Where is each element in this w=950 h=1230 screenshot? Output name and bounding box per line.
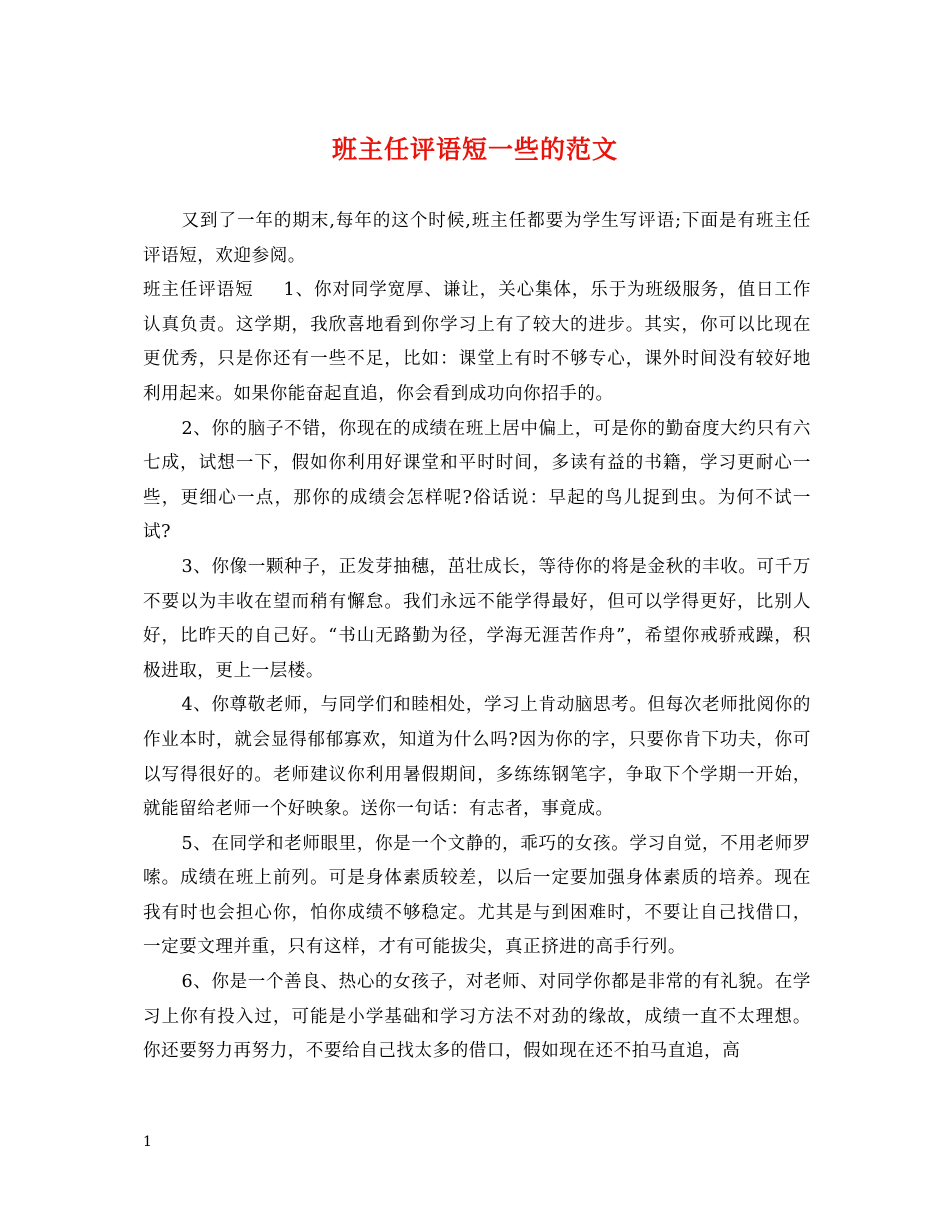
comment-text-1: 1、你对同学宽厚、谦让，关心集体，乐于为班级服务，值日工作认真负责。这学期，我欣喜地看到你学习上有了较大的进步。其实，你可以比现在更优秀，只是你还有一些不足，比如：课堂上有时不够专心，课外时间没有较好地利用起来。如果你能奋起直追，你会看到成功向你招手的。 xyxy=(143,280,811,404)
comment-paragraph-4: 4、你尊敬老师，与同学们和睦相处，学习上肯动脑思考。但每次老师批阅你的作业本时，就会显得郁郁寡欢，知道为什么吗?因为你的字，只要你肯下功夫，你可以写得很好的。老师建议你利用暑假期间，多练练钢笔字，争取下个学期一开始，就能留给老师一个好映象。送你一句话：有志者，事竟成。 xyxy=(143,695,811,820)
comment-paragraph-6: 6、你是一个善良、热心的女孩子，对老师、对同学你都是非常的有礼貌。在学习上你有投入过，可能是小学基础和学习方法不对劲的缘故，成绩一直不太理想。你还要努力再努力，不要给自己找太多的借口，假如现在还不拍马直追，高 xyxy=(143,972,811,1062)
intro-paragraph: 又到了一年的期末,每年的这个时候,班主任都要为学生写评语;下面是有班主任评语短，欢迎参阅。 xyxy=(143,211,811,266)
page-number: 1 xyxy=(143,1134,152,1150)
comment-paragraph-1 xyxy=(143,273,811,411)
comment-paragraph-3: 3、你像一颗种子，正发芽抽穗，茁壮成长，等待你的将是金秋的丰收。可千万不要以为丰收在望而稍有懈怠。我们永远不能学得最好，但可以学得更好，比别人好，比昨天的自己好。“书山无路勤为径，学海无涯苦作舟”，希望你戒骄戒躁，积极进取，更上一层楼。 xyxy=(143,556,811,681)
comment-paragraph-5: 5、在同学和老师眼里，你是一个文静的，乖巧的女孩。学习自觉，不用老师罗嗦。成绩在班上前列。可是身体素质较差，以后一定要加强身体素质的培养。现在我有时也会担心你，怕你成绩不够稳定。尤其是与到困难时，不要让自己找借口，一定要文理并重，只有这样，才有可能拔尖，真正挤进的高手行列。 xyxy=(143,833,811,958)
comment-paragraph-2: 2、你的脑子不错，你现在的成绩在班上居中偏上，可是你的勤奋度大约只有六七成，试想一下，假如你利用好课堂和平时时间，多读有益的书籍，学习更耐心一些，更细心一点，那你的成绩会怎样呢?俗话说：早起的鸟儿捉到虫。为何不试一试? xyxy=(143,418,811,543)
document-body xyxy=(143,204,811,1069)
document-title: 班主任评语短一些的范文 xyxy=(331,135,618,164)
section-label: 班主任评语短 xyxy=(143,280,254,301)
